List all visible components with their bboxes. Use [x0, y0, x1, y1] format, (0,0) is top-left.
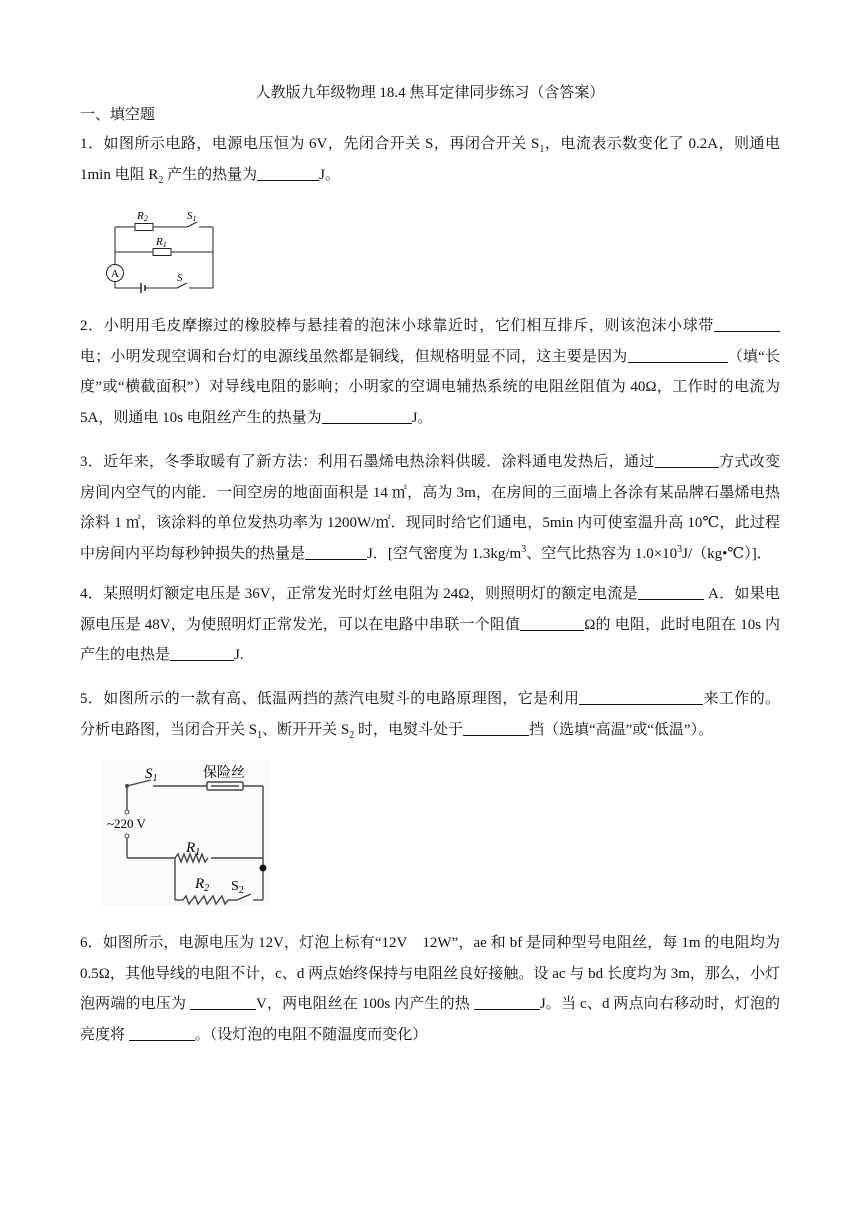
label-r1: R1	[156, 236, 167, 249]
answer-blank[interactable]	[520, 615, 584, 631]
question-4: 4．某照明灯额定电压是 36V，正常发光时灯丝电阻为 24Ω，则照明灯的额定电流是 A．如果电源电压是 48V，为使照明灯正常发光，可以在电路中串联一个阻值 Ω的 电阻，此时电阻在 10s 内产生的电热是 J.	[80, 586, 780, 663]
answer-blank[interactable]	[257, 165, 319, 181]
answer-blank[interactable]	[322, 408, 412, 424]
answer-blank[interactable]	[474, 994, 540, 1010]
label-fuse: 保险丝	[203, 765, 245, 781]
question-2: 2．小明用毛皮摩擦过的橡胶棒与悬挂着的泡沫小球靠近时，它们相互排斥，则该泡沫小球带电；小明发现空调和台灯的电源线虽然都是铜线，但规格明显不同，这主要是因为 （填“长度”或“横截面积”）对导线电阻的影响；小明家的空调电辅热系统的电阻丝阻值为 40Ω，工作时的电流为 5A，则通电 10s 电阻丝产生的热量为 J。	[80, 318, 780, 426]
question-6: 6．如图所示，电源电压为 12V，灯泡上标有“12V 12W”，ae 和 bf 是同种型号电阻丝，每 1m 的电阻均为 0.5Ω，其他导线的电阻不计，c、d 两点始终保持与电阻丝良好接触。设 ac 与 bd 长度均为 3m，那么，小灯泡两端的电压为 V，两电阻丝在 100s 内产生的热 J。当 c、d 两点向右移动时，灯泡的亮度将 。（设灯泡的电阻不随温度而变化）	[80, 935, 780, 1043]
answer-blank[interactable]	[628, 347, 728, 363]
answer-blank[interactable]	[638, 584, 704, 600]
question-3: 3．近年来，冬季取暖有了新方法：利用石墨烯电热涂料供暖．涂料通电发热后，通过 方式改变房间内空气的内能．一间空房的地面面积是 14 ㎡，高为 3m，在房间的三面墙上各涂有某品牌石墨烯电热涂料 1 ㎡，该涂料的单位发热功率为 1200W/㎡．现同时给它们通电，5min 内可使室温升高 10℃，此过程中房间内平均每秒钟损失的热量是 J．[空气密度为 $1.3kg/m^3$、空气比热容为 $1.0\times 10^3J/(kg•℃)$]．	[80, 454, 780, 562]
answer-blank[interactable]	[305, 544, 367, 560]
document-title: 人教版九年级物理 18.4 焦耳定律同步练习（含答案）	[255, 85, 605, 101]
answer-blank[interactable]	[579, 689, 703, 705]
figure-2-iron-circuit	[103, 760, 269, 906]
answer-blank[interactable]	[714, 316, 780, 332]
label-r1: $R_1$	[186, 840, 201, 858]
label-s1: S1	[187, 210, 197, 223]
section-heading: 一、填空题	[80, 107, 156, 123]
answer-blank[interactable]	[170, 645, 234, 661]
question-1: 1．如图所示电路，电源电压恒为 6V，先闭合开关 S，再闭合开关 $S_1$，电流表示数变化了 0.2A，则通电 1min 电阻 $R_2$ 产生的热量为 J。	[80, 136, 780, 186]
answer-blank[interactable]	[655, 452, 719, 468]
answer-blank[interactable]	[463, 720, 529, 736]
question-5: 5．如图所示的一款有高、低温两挡的蒸汽电熨斗的电路原理图，它是利用 来工作的。分析电路图，当闭合开关 $S_1$、断开开关 $S_2$ 时，电熨斗处于 挡（选填“高温”或“低温”）。	[80, 691, 780, 741]
figure-1-circuit	[103, 204, 221, 294]
answer-blank[interactable]	[190, 994, 256, 1010]
label-ammeter: A	[111, 268, 119, 280]
label-r2: $R_2$	[195, 876, 210, 894]
label-s1: $S_1$	[145, 766, 158, 784]
label-r2: R2	[137, 210, 148, 223]
label-s: S	[177, 272, 183, 284]
answer-blank[interactable]	[129, 1025, 195, 1041]
label-s2: $S_2$	[231, 879, 244, 896]
label-voltage: ~220 V	[107, 816, 146, 831]
